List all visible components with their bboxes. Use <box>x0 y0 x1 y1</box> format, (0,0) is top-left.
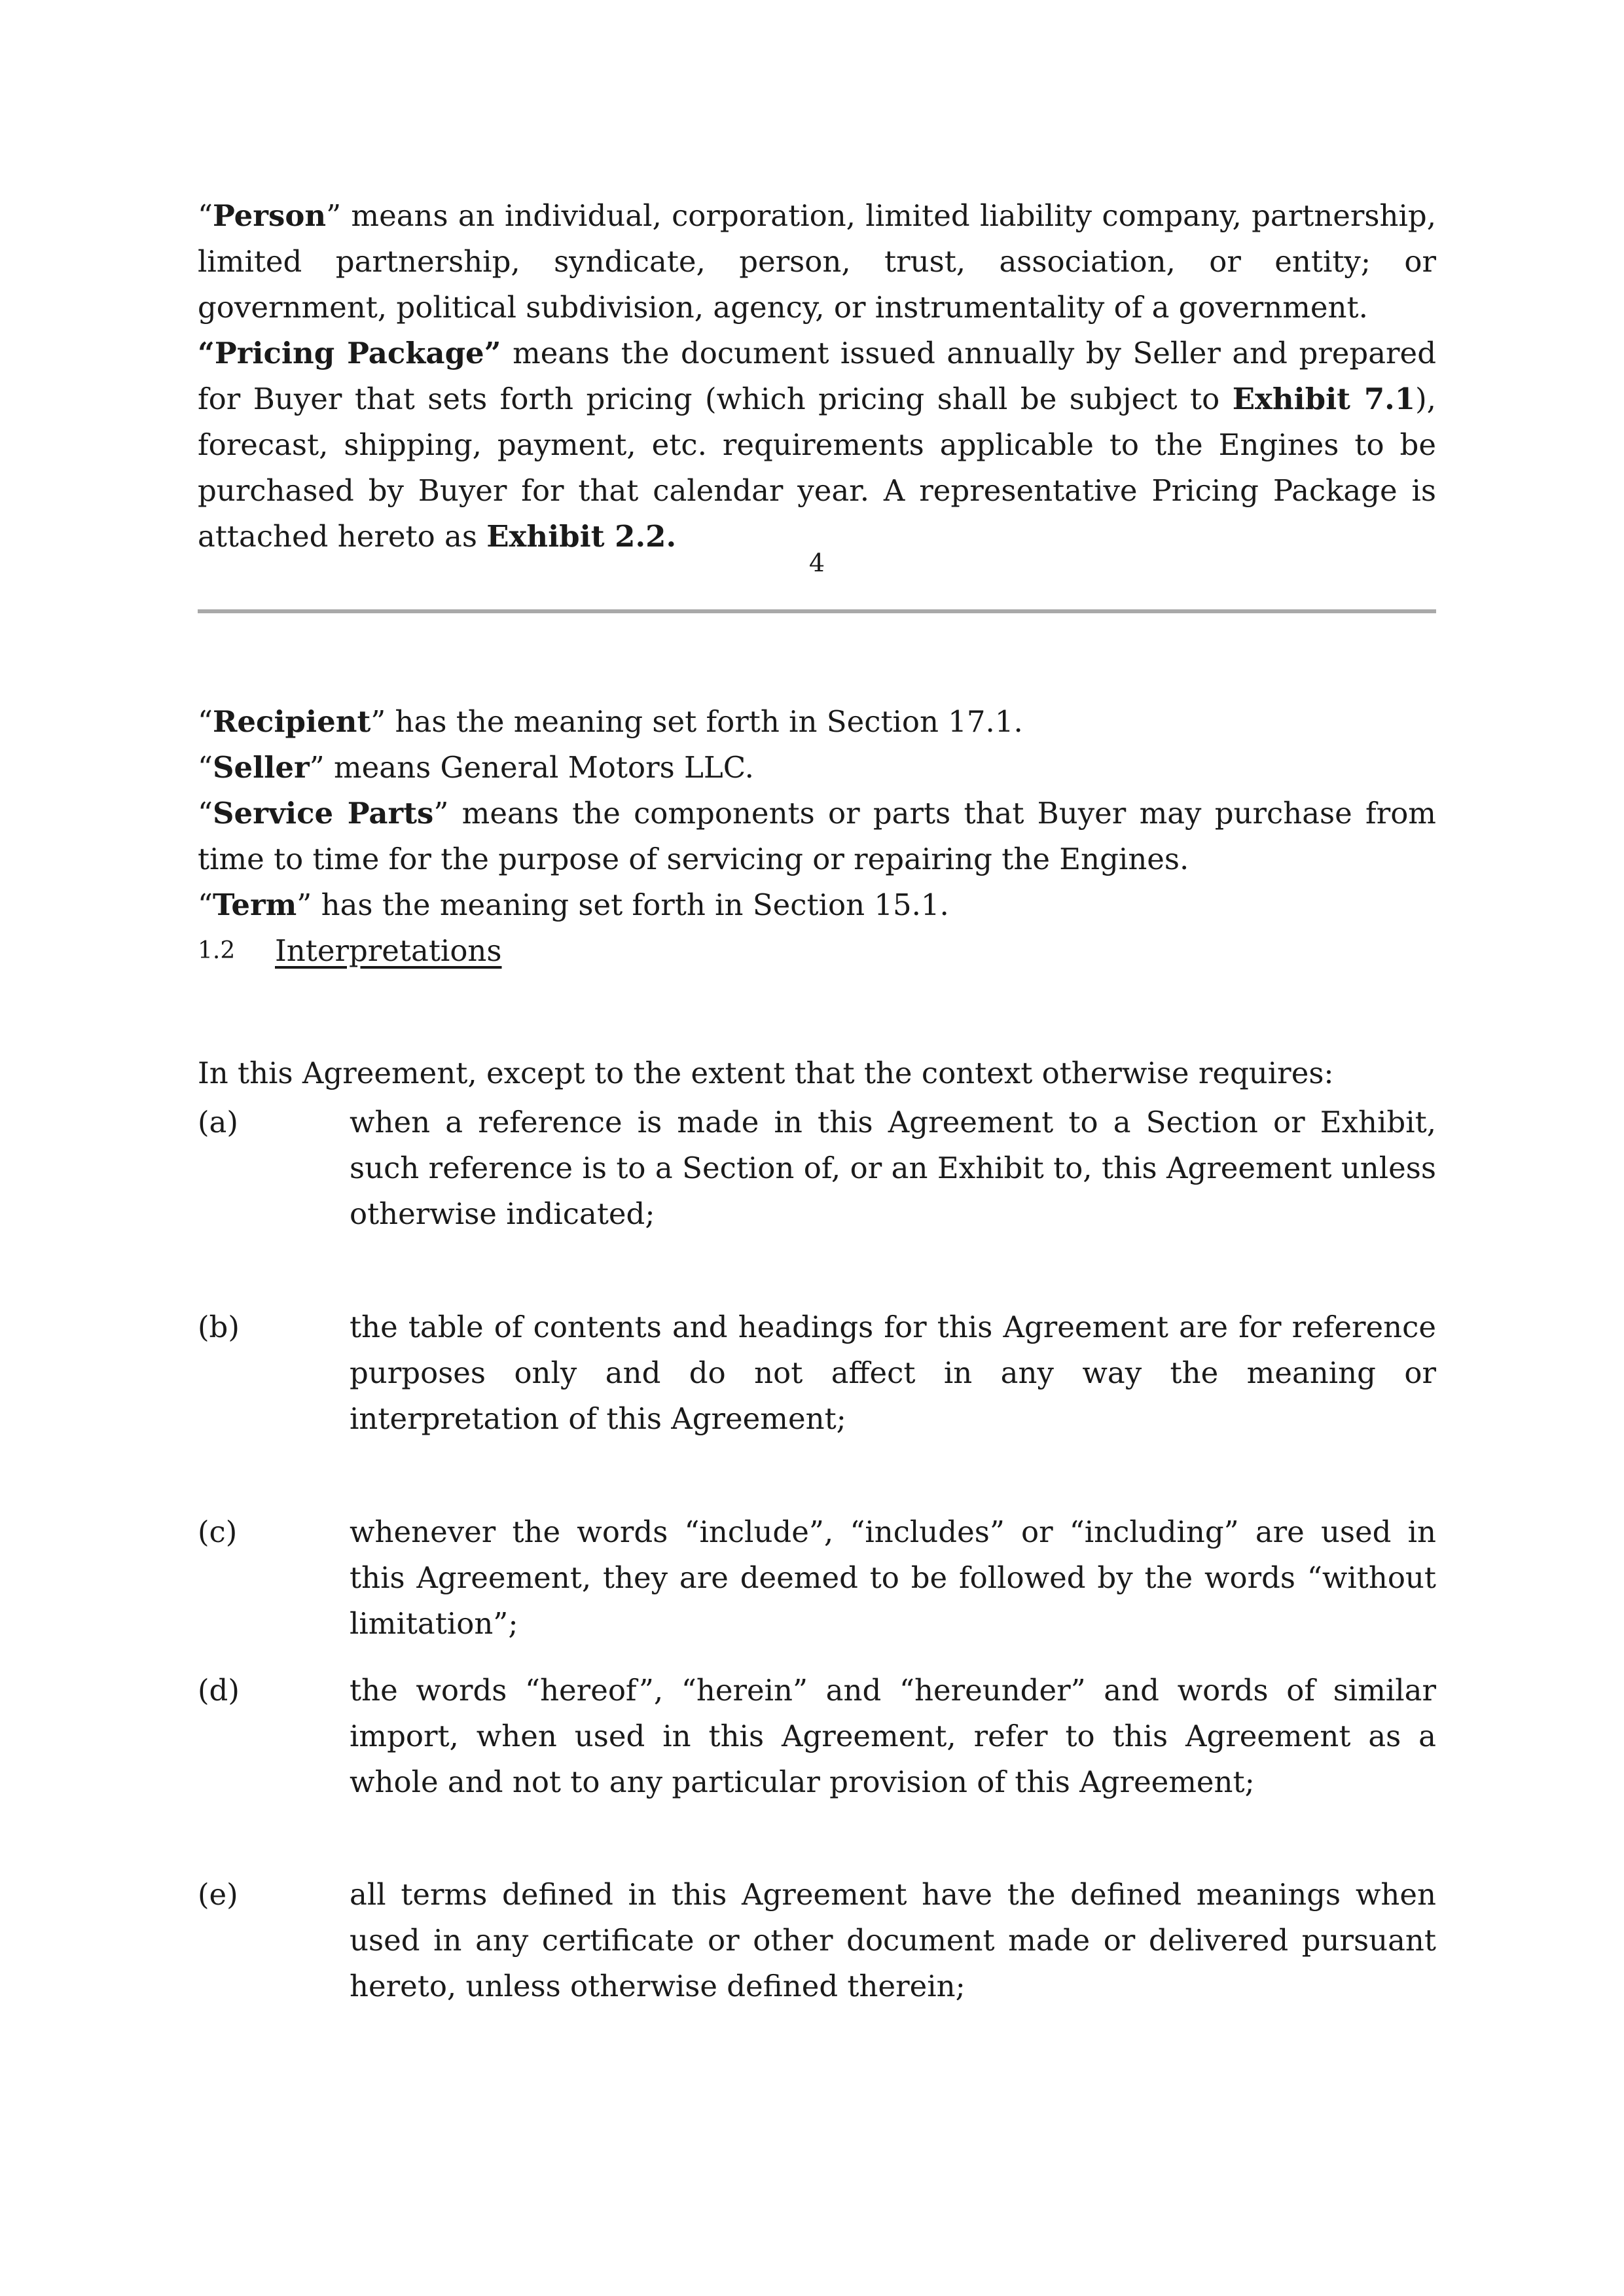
quote-open: “ <box>198 704 213 739</box>
defined-term: “Pricing Package” <box>198 336 501 370</box>
definition-text: means General Motors LLC. <box>324 750 754 785</box>
quote-open: “ <box>198 796 213 831</box>
list-item-text: all terms defined in this Agreement have the defined meanings when used in any certificate or other document made or delivered pursuant hereto, unless otherwise defined therein; <box>350 1877 1436 2003</box>
list-item-text: when a reference is made in this Agreement to a Section or Exhibit, such reference is to a Section of, or an Exhibit to, this Agreement unless otherwise indicated; <box>350 1105 1436 1231</box>
list-item-text: whenever the words “include”, “includes” or “including” are used in this Agreement, they are deemed to be followed by the words “without limitation”; <box>350 1515 1436 1641</box>
definition-service-parts <box>198 791 1436 882</box>
definition-text: ), forecast, shipping, payment, etc. requirements applicable to the Engines to be purchased by Buyer for that calendar year. A representative Pricing Package is attached hereto as <box>198 382 1436 554</box>
quote-close: ” <box>309 750 325 785</box>
defined-term: Recipient <box>213 704 371 739</box>
quote-open: “ <box>198 198 213 233</box>
page-divider <box>198 609 1436 613</box>
definition-text: means an individual, corporation, limited liability company, partnership, limited partnership, syndicate, person, trust, association, or entity; or government, political subdivision, agency, or instrumentality of a government. <box>198 198 1436 325</box>
quote-close: ” <box>370 704 386 739</box>
list-item-label: (d) <box>198 1673 240 1708</box>
section-heading <box>198 928 1436 974</box>
section-number: 1.2 <box>198 937 236 964</box>
definition-text: means the components or parts that Buyer may purchase from time to time for the purpose of servicing or repairing the Engines. <box>198 796 1436 876</box>
defined-term: Term <box>213 888 297 922</box>
list-item-label: (e) <box>198 1877 238 1912</box>
definitions-top <box>198 193 1436 560</box>
definition-seller <box>198 745 1436 791</box>
definition-text: has the meaning set forth in Section 15.1. <box>312 888 949 922</box>
list-item-label: (a) <box>198 1105 238 1139</box>
quote-open: “ <box>198 888 213 922</box>
section-title: Interpretations <box>275 933 502 968</box>
list-item-label: (b) <box>198 1310 240 1344</box>
definition-term <box>198 882 1436 928</box>
page-number: 4 <box>808 548 825 577</box>
quote-close: ” <box>433 796 449 831</box>
definition-person <box>198 193 1436 331</box>
quote-open: “ <box>198 750 213 785</box>
quote-close: ” <box>326 198 342 233</box>
definition-text: means the document issued annually by Seller and prepared for Buyer that sets forth pricing (which pricing shall be subject to <box>198 336 1436 416</box>
quote-close: ” <box>297 888 312 922</box>
definition-recipient <box>198 699 1436 745</box>
defined-term: Service Parts <box>213 796 434 831</box>
defined-term: Person <box>213 198 327 233</box>
exhibit-reference: Exhibit 7.1 <box>1232 382 1416 416</box>
definition-text: has the meaning set forth in Section 17.1. <box>386 704 1023 739</box>
intro-paragraph: In this Agreement, except to the extent that the context otherwise requires: <box>198 1056 1334 1090</box>
list-item-label: (c) <box>198 1515 238 1549</box>
defined-term: Seller <box>213 750 310 785</box>
list-item-text: the table of contents and headings for this Agreement are for reference purposes only and do not affect in any way the meaning or interpretation of this Agreement; <box>350 1310 1436 1436</box>
list-item-text: the words “hereof”, “herein” and “hereunder” and words of similar import, when used in this Agreement, refer to this Agreement as a whole and not to any particular provision of this Agreement; <box>350 1673 1436 1799</box>
exhibit-reference: Exhibit 2.2. <box>486 519 677 554</box>
definition-pricing-package <box>198 331 1436 560</box>
definitions-bottom <box>198 699 1436 928</box>
